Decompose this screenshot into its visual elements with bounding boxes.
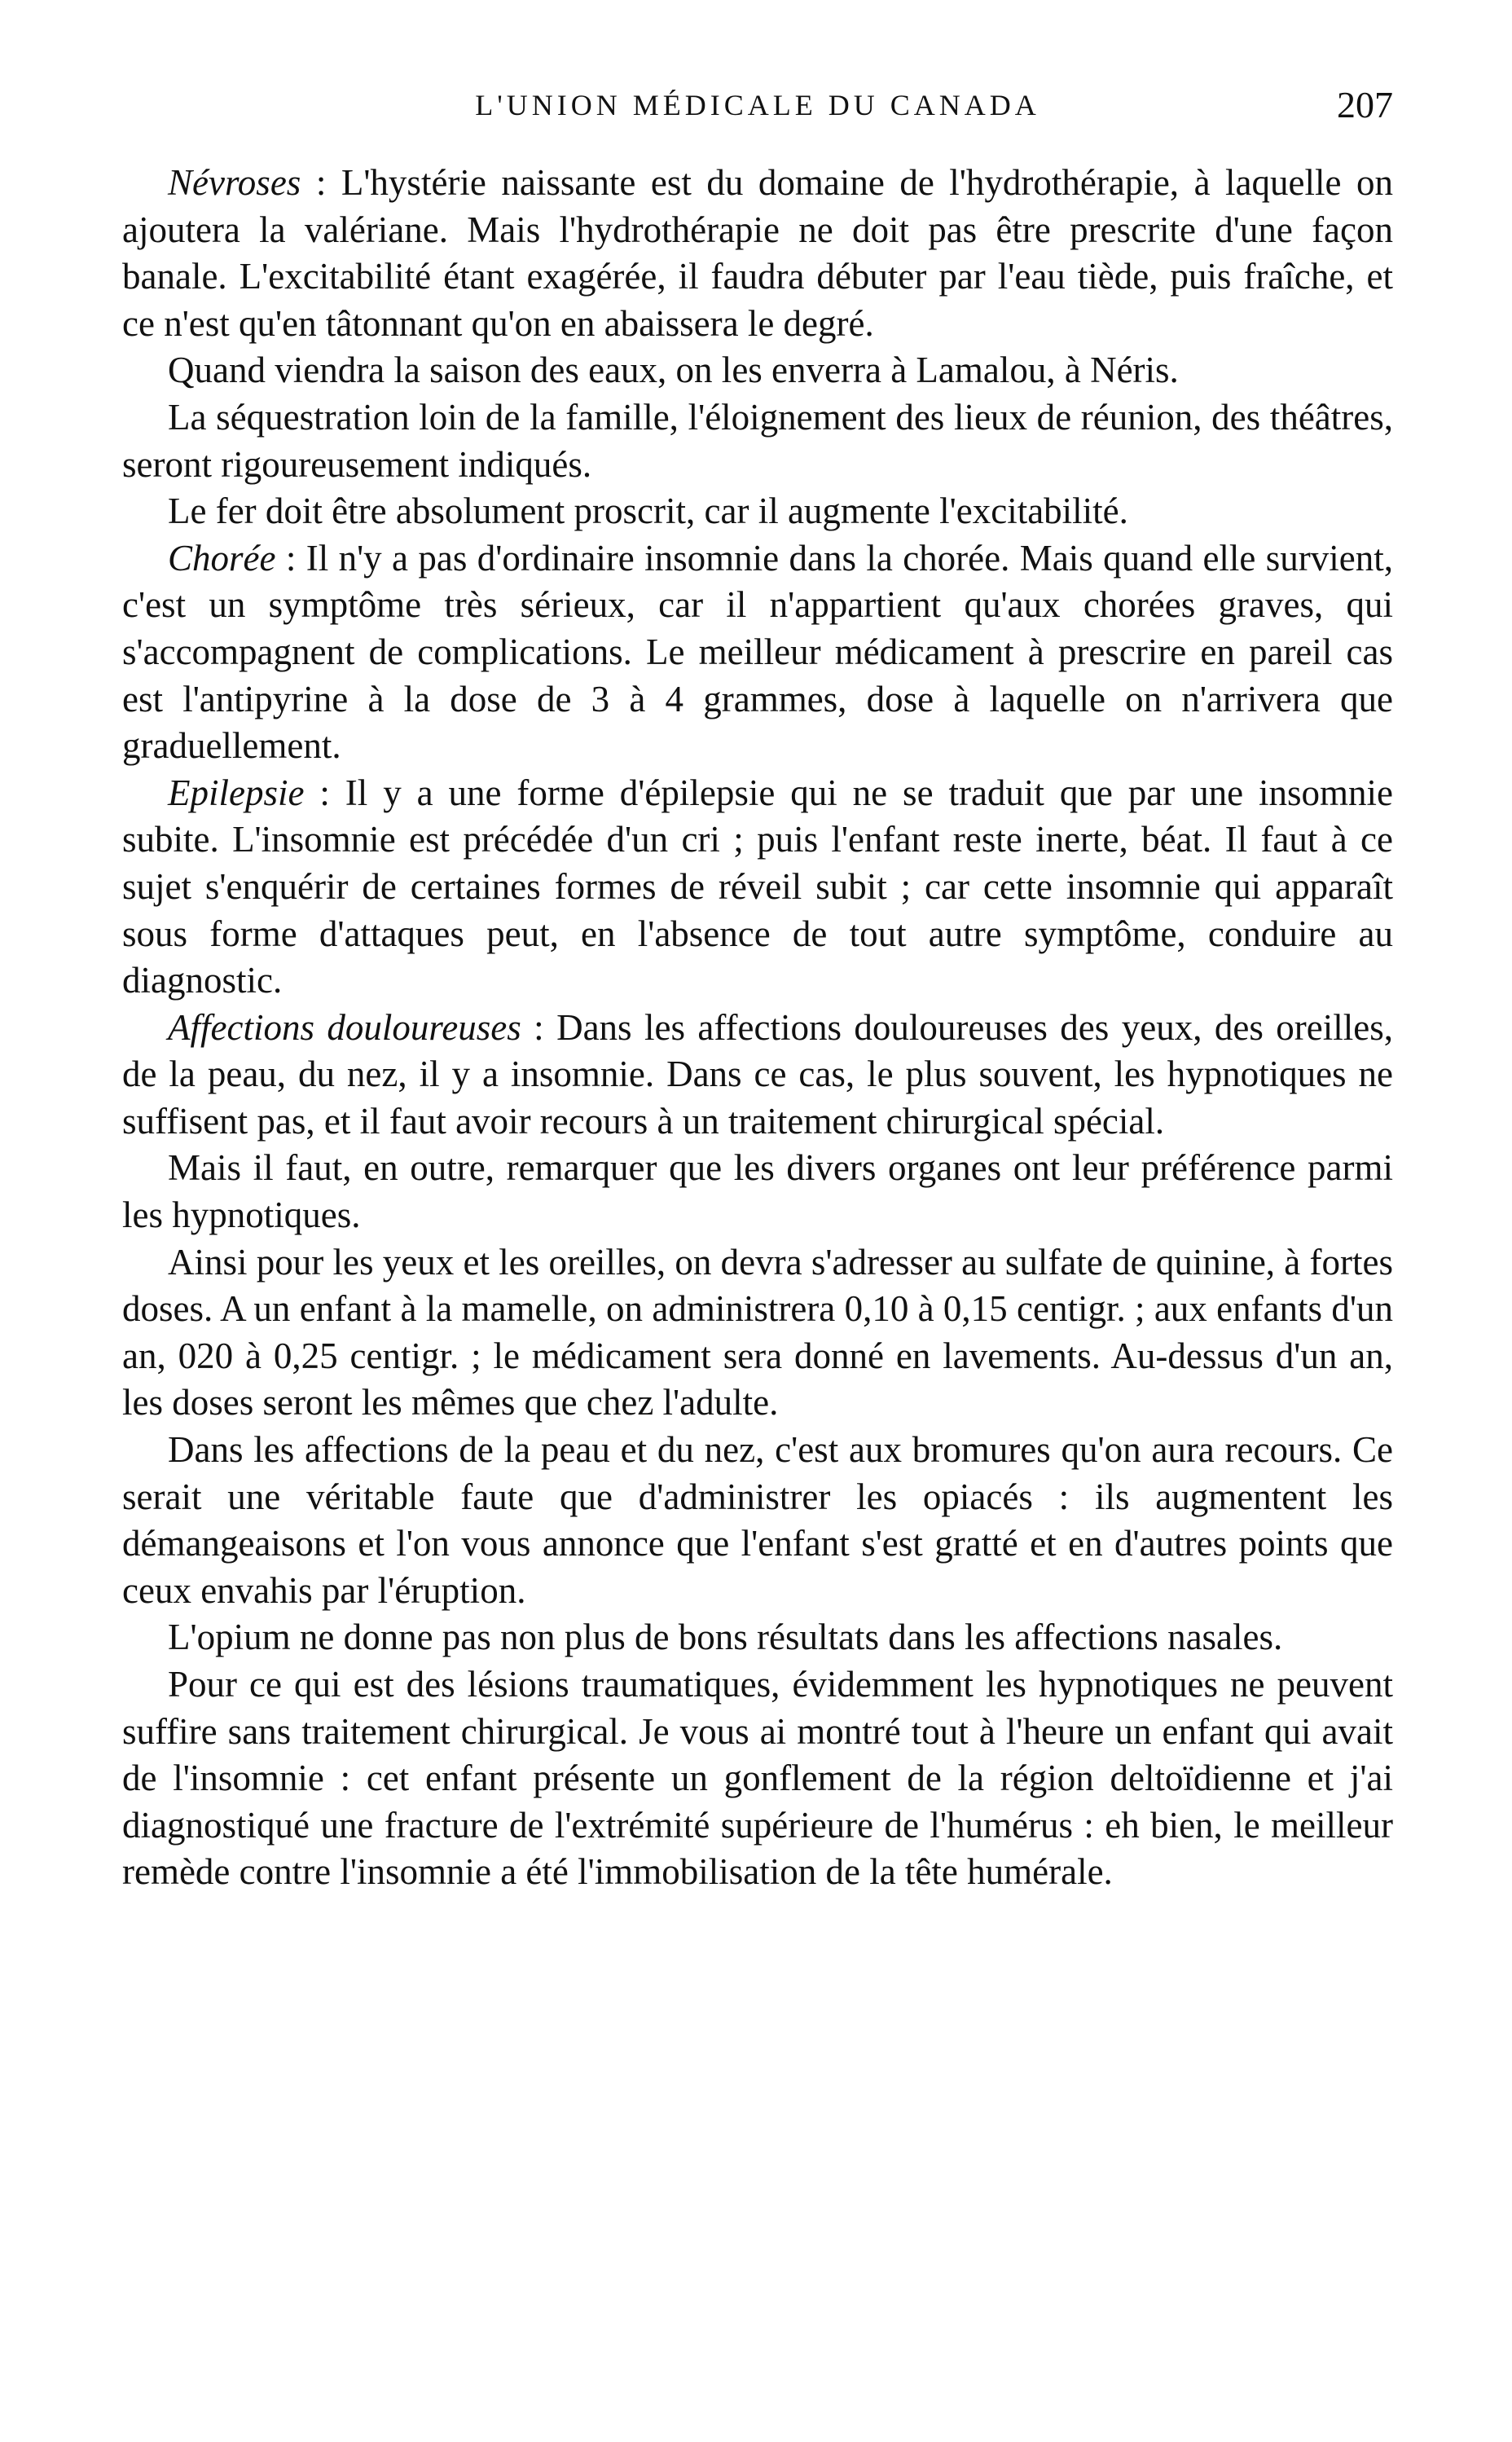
paragraph [122, 1005, 1393, 1146]
paragraph-text: : L'hystérie naissante est du domaine de l'hydrothérapie, à laquelle on ajoutera la valériane. Mais l'hydrothérapie ne doit pas être prescrite d'une façon banale. L'excitabilité étant exagérée, il faudra débuter par l'eau tiède, puis fraîche, et ce n'est qu'en tâtonnant qu'on en abaissera le degré. [122, 162, 1393, 344]
paragraph [122, 1239, 1393, 1427]
section-lead: Chorée [168, 537, 276, 579]
paragraph-text: : Il y a une forme d'épilepsie qui ne se traduit que par une insomnie subite. L'insomnie est précédée d'un cri ; puis l'enfant reste inerte, béat. Il faut à ce sujet s'enquérir de certaines formes de réveil subit ; car cette insomnie qui apparaît sous forme d'attaques peut, en l'absence de tout autre symptôme, conduire au diagnostic. [122, 772, 1393, 1001]
paragraph [122, 394, 1393, 488]
paragraph-text: Pour ce qui est des lésions traumatiques, évidemment les hypnotiques ne peuvent suffire sans traitement chirurgical. Je vous ai montré tout à l'heure un enfant qui avait de l'insomnie : cet enfant présente un gonflement de la région deltoïdienne et j'ai diagnostiqué une fracture de l'extrémité supérieure de l'humérus : eh bien, le meilleur remède contre l'insomnie a été l'immobilisation de la tête humérale. [122, 1664, 1393, 1893]
paragraph [122, 488, 1393, 535]
paragraph-text: L'opium ne donne pas non plus de bons résultats dans les affections nasales. [168, 1617, 1283, 1658]
paragraph [122, 1145, 1393, 1239]
paragraph-text: : Dans les affections douloureuses des yeux, des oreilles, de la peau, du nez, il y a insomnie. Dans ce cas, le plus souvent, les hypnotiques ne suffisent pas, et il faut avoir recours à un traitement chirurgical spécial. [122, 1006, 1393, 1142]
paragraph [122, 1427, 1393, 1614]
paragraph-text: Le fer doit être absolument proscrit, car il augmente l'excitabilité. [168, 491, 1128, 532]
page-header [122, 84, 1393, 137]
section-lead: Epilepsie [168, 772, 305, 813]
paragraph [122, 160, 1393, 347]
section-lead: Affections douloureuses [168, 1006, 521, 1048]
paragraph-text: Quand viendra la saison des eaux, on les enverra à Lamalou, à Néris. [168, 350, 1179, 391]
paragraph-text: Dans les affections de la peau et du nez, c'est aux bromures qu'on aura recours. Ce serait une véritable faute que d'administrer les opiacés : ils augmentent les démangeaisons et l'on vous annonce que l'enfant s'est gratté et en d'autres points que ceux envahis par l'éruption. [122, 1429, 1393, 1611]
article-body [122, 160, 1393, 1896]
paragraph-text: : Il n'y a pas d'ordinaire insomnie dans la chorée. Mais quand elle survient, c'est un symptôme très sérieux, car il n'appartient qu'aux chorées graves, qui s'accompagnent de complications. Le meilleur médicament à prescrire en pareil cas est l'antipyrine à la dose de 3 à 4 grammes, dose à laquelle on n'arrivera que graduellement. [122, 537, 1393, 767]
paragraph [122, 1614, 1393, 1661]
paragraph [122, 770, 1393, 1005]
paragraph [122, 347, 1393, 394]
running-title: L'UNION MÉDICALE DU CANADA [475, 89, 1040, 121]
paragraph [122, 535, 1393, 770]
paragraph-text: Ainsi pour les yeux et les oreilles, on devra s'adresser au sulfate de quinine, à fortes doses. A un enfant à la mamelle, on administrera 0,10 à 0,15 centigr. ; aux enfants d'un an, 020 à 0,25 centigr. ; le médicament sera donné en lavements. Au-dessus d'un an, les doses seront les mêmes que chez l'adulte. [122, 1241, 1393, 1423]
page-number: 207 [1337, 84, 1393, 125]
paragraph-text: La séquestration loin de la famille, l'éloignement des lieux de réunion, des théâtres, seront rigoureusement indiqués. [122, 396, 1393, 485]
section-lead: Névroses [168, 162, 301, 203]
paragraph [122, 1661, 1393, 1896]
paragraph-text: Mais il faut, en outre, remarquer que les divers organes ont leur préférence parmi les hypnotiques. [122, 1147, 1393, 1236]
